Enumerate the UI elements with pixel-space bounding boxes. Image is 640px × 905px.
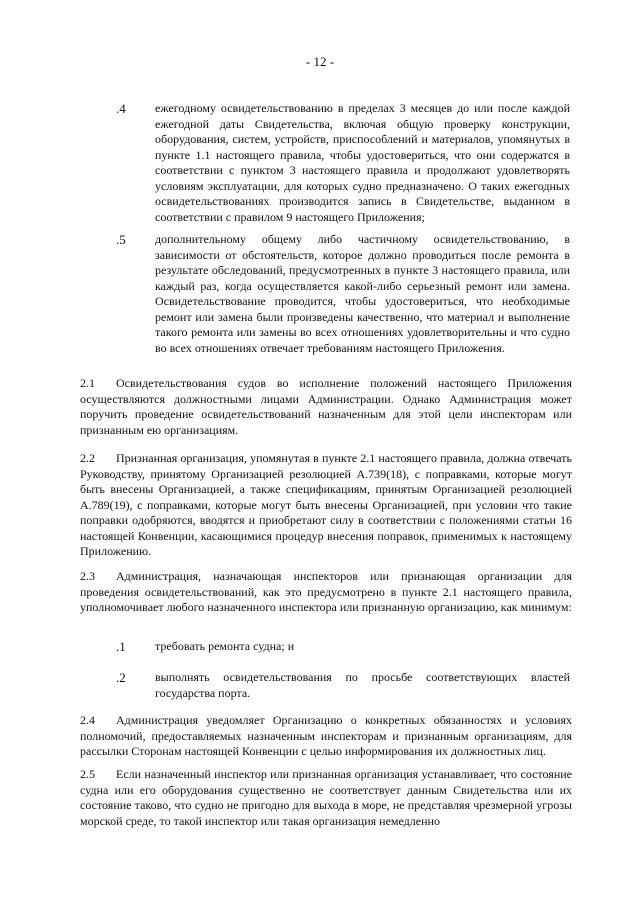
paragraph-text: Освидетельствования судов во исполнение положений настоящего Приложения осуществляются должностными лицами Администрации. Однако Администрация может поручить проведение освидетельствований назначенным для этой цели инспекторам или признанным ею организациям.: [80, 376, 572, 437]
paragraph-2-3: [80, 569, 572, 616]
subitem-number: .2: [116, 670, 126, 685]
subitem-number: .4: [116, 101, 126, 116]
paragraph-number: 2.4: [80, 713, 95, 727]
paragraph-2-1: [80, 376, 572, 438]
paragraph-2-4: [80, 713, 572, 760]
subitem-text: требовать ремонта судна; и: [155, 639, 295, 653]
page-number: - 12 -: [305, 54, 335, 69]
paragraph-number: 2.2: [80, 451, 95, 465]
subitem-text: выполнять освидетельствования по просьбе соответствующих властей государства порта.: [155, 670, 570, 700]
paragraph-number: 2.1: [80, 376, 95, 390]
paragraph-text: Если назначенный инспектор или признанная организация устанавливает, что состояние судна или его оборудования существенно не соответствует данным Свидетельства или их состояние таково, что судно не пригодно для выхода в море, не представляя чрезмерной угрозы морской среде, то такой инспектор или такая организация немедленно: [80, 767, 572, 828]
paragraph-2-2: [80, 451, 572, 560]
paragraph-2-5: [80, 767, 572, 829]
paragraph-number: 2.3: [80, 569, 95, 583]
subitem-text: ежегодному освидетельствованию в пределах 3 месяцев до или после каждой ежегодной даты Свидетельства, включая общую проверку конструкции, оборудования, систем, устройств, приспособлений и материалов, упомянутых в пункте 1.1 настоящего правила, чтобы удостовериться, что они содержатся в соответствии с пунктом 3 настоящего правила и продолжают удовлетворять условиям эксплуатации, для которых судно предназначено. О таких ежегодных освидетельствованиях производится запись в Свидетельстве, выданном в соответствии с правилом 9 настоящего Приложения;: [155, 101, 570, 224]
subitem-number: .1: [116, 639, 126, 654]
paragraph-text: Администрация уведомляет Организацию о конкретных обязанностях и условиях полномочий, предоставляемых назначенным инспекторам и признанным организациям, для рассылки Сторонам настоящей Конвенции с целью информирования их должностных лиц.: [80, 713, 572, 758]
paragraph-text: Администрация, назначающая инспекторов или признающая организации для проведения освидетельствований, как это предусмотрено в пункте 2.1 настоящего правила, уполномочивает любого назначенного инспектора или признанную организацию, как минимум:: [80, 569, 572, 614]
subitem-text: дополнительному общему либо частичному освидетельствованию, в зависимости от обстоятельств, которое должно проводиться после ремонта в результате обследований, предусмотренных в пункте 3 настоящего правила, или каждый раз, когда осуществляется какой-либо серьезный ремонт или замена. Освидетельствование проводится, чтобы удостовериться, что необходимые ремонт или замена были произведены качественно, что материал и выполнение такого ремонта или замены во всех отношениях удовлетворительны и что судно во всех отношениях отвечает требованиям настоящего Приложения.: [155, 232, 570, 355]
paragraph-text: Признанная организация, упомянутая в пункте 2.1 настоящего правила, должна отвечать Руководству, принятому Организацией резолюцией A.739(18), с поправками, которые могут быть внесены Организацией, а также спецификациям, принятым Организацией резолюцией A.789(19), с поправками, которые могут быть внесены Организацией, при условии что такие поправки одобряются, вводятся и приобретают силу в соответствии с положениями статьи 16 настоящей Конвенции, касающимися процедур внесения поправок, применимых к настоящему Приложению.: [80, 451, 572, 558]
paragraph-number: 2.5: [80, 767, 95, 781]
subitem-number: .5: [116, 232, 126, 247]
